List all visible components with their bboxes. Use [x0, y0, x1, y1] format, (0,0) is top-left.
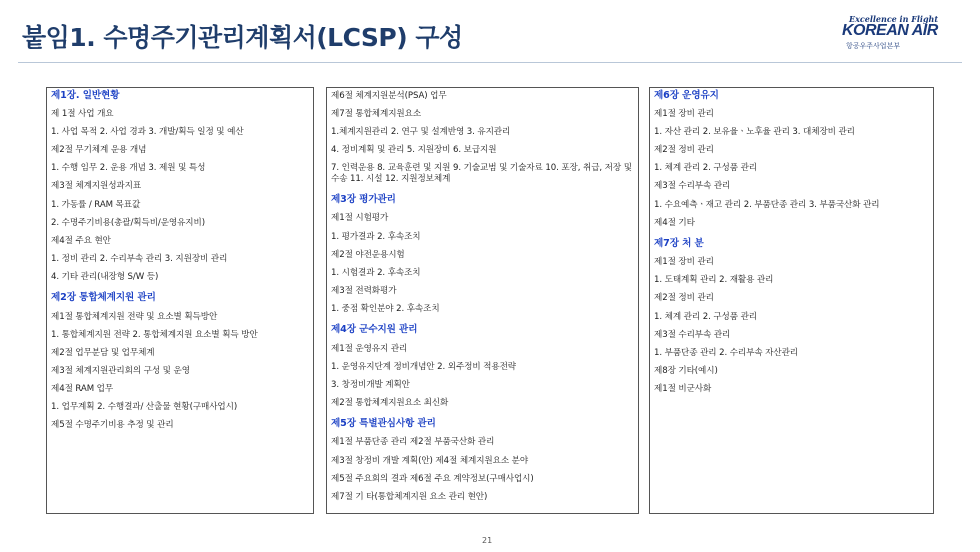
section-line: 제8장 기타(예시): [654, 365, 718, 376]
item-line: 1. 도태계획 관리 2. 재활용 관리: [654, 275, 774, 286]
lcsp-column-2: [326, 87, 639, 514]
item-line: 1. 운영유지단계 정비개념안 2. 외주정비 적용전략: [331, 361, 516, 372]
section-line: 제1절 부품단종 관리 제2절 부품국산화 관리: [331, 437, 495, 448]
section-line: 제5절 수명주기비용 추정 및 관리: [51, 420, 174, 431]
page-number: 21: [482, 536, 493, 545]
section-line: 제1절 통합체계지원 전략 및 요소별 획득방안: [51, 311, 218, 322]
section-line: 제1절 장비 관리: [654, 109, 714, 120]
section-line: 제6절 체계지원분석(PSA) 업무: [331, 91, 447, 101]
chapter-heading: 제1장. 일반현황: [51, 90, 120, 101]
chapter-heading: 제4장 군수지원 관리: [331, 324, 418, 336]
chapter-heading: 제2장 통합체계지원 관리: [51, 292, 156, 304]
item-line: 1. 수행 임무 2. 운용 개념 3. 제원 및 특성: [51, 163, 206, 174]
chapter-heading: 제6장 운영유지: [654, 90, 719, 101]
item-line: 1. 부품단종 관리 2. 수리부속 자산관리: [654, 347, 798, 358]
section-line: 제2절 정비 관리: [654, 145, 714, 156]
item-line: 1. 평가결과 2. 후속조치: [331, 231, 421, 242]
item-line: 4. 정비계획 및 관리 5. 지원장비 6. 보급지원: [331, 145, 497, 156]
item-line: 1. 체계 관리 2. 구성품 관리: [654, 163, 757, 174]
item-line: 1. 수요예측ㆍ재고 관리 2. 부품단종 관리 3. 부품국산화 관리: [654, 199, 880, 210]
item-line: 1. 정비 관리 2. 수리부속 관리 3. 지원장비 관리: [51, 253, 228, 264]
section-line: 제7절 통합체계지원요소: [331, 109, 422, 120]
section-line: 제2절 야전운용시험: [331, 249, 405, 260]
item-line: 4. 기타 관리(내장형 S/W 등): [51, 271, 159, 282]
section-line: 제3절 체계지원성과지표: [51, 181, 142, 192]
section-line: 제2절 정비 관리: [654, 293, 714, 304]
title-divider: [18, 62, 962, 63]
lcsp-column-3: [649, 87, 934, 514]
section-line: 제1절 시험평가: [331, 213, 389, 224]
section-line: 제4절 주요 현안: [51, 235, 111, 246]
section-line: 제1절 비군사화: [654, 383, 712, 394]
item-line: 3. 창정비개발 계획안: [331, 379, 410, 390]
logo-tagline: Excellence in Flight: [849, 14, 939, 24]
chapter-heading: 제5장 특별관심사항 관리: [331, 418, 436, 430]
item-line: 2. 수명주기비용(총괄/획득비/운영유지비): [51, 217, 205, 228]
item-line: 1. 시험결과 2. 후속조치: [331, 267, 421, 278]
item-line: 7. 인력운용 8. 교육훈련 및 지원 9. 기술교범 및 기술자료 10. 포장, 취급, 저장 및 수송 11. 시설 12. 지원정보체계: [331, 163, 632, 184]
section-line: 제 1절 사업 개요: [51, 109, 114, 120]
lcsp-column-1: [46, 87, 314, 514]
section-line: 제4절 RAM 업무: [51, 383, 114, 394]
item-line: 1. 자산 관리 2. 보유율ㆍ노후율 관리 3. 대체장비 관리: [654, 127, 855, 138]
slide-title: 붙임1. 수명주기관리계획서(LCSP) 구성: [22, 23, 463, 52]
section-line: 제1절 장비 관리: [654, 257, 714, 268]
section-line: 제3절 체계지원관리회의 구성 및 운영: [51, 365, 190, 376]
logo-dept: 항공우주사업본부: [846, 42, 901, 50]
item-line: 1. 통합체계지원 전략 2. 통합체계지원 요소별 획득 방안: [51, 329, 258, 340]
section-line: 제3절 수리부속 관리: [654, 181, 731, 192]
section-line: 제2절 무기체계 운용 개념: [51, 145, 147, 156]
section-line: 제2절 통합체계지원요소 최신화: [331, 397, 449, 408]
item-line: 1. 가동률 / RAM 목표값: [51, 199, 141, 210]
chapter-heading: 제3장 평가관리: [331, 194, 396, 206]
section-line: 제7절 기 타(통합체계지원 요소 관리 현안): [331, 491, 488, 502]
item-line: 1. 업무계획 2. 수행결과/ 산출물 현황(구매사업시): [51, 402, 238, 412]
section-line: 제3절 수리부속 관리: [654, 329, 731, 340]
chapter-heading: 제7장 처 분: [654, 238, 704, 250]
section-line: 제2절 업무분담 및 업무체계: [51, 347, 155, 358]
section-line: 제4절 기타: [654, 217, 695, 228]
item-line: 1. 사업 목적 2. 사업 경과 3. 개발/획득 일정 및 예산: [51, 127, 244, 138]
korean-air-logo: [832, 14, 964, 50]
item-line: 1. 중점 확인분야 2. 후속조치: [331, 303, 440, 314]
section-line: 제1절 운영유지 관리: [331, 343, 408, 354]
logo-brand: KOREAN AIR: [842, 22, 938, 39]
section-line: 제3절 창정비 개발 계획(안) 제4절 체계지원요소 분야: [331, 455, 529, 466]
section-line: 제3절 전력화평가: [331, 285, 397, 296]
item-line: 1. 체계 관리 2. 구성품 관리: [654, 311, 757, 322]
item-line: 1.체계지원관리 2. 연구 및 설계반영 3. 유지관리: [331, 127, 511, 138]
section-line: 제5절 주요회의 결과 제6절 주요 계약정보(구매사업시): [331, 473, 534, 484]
